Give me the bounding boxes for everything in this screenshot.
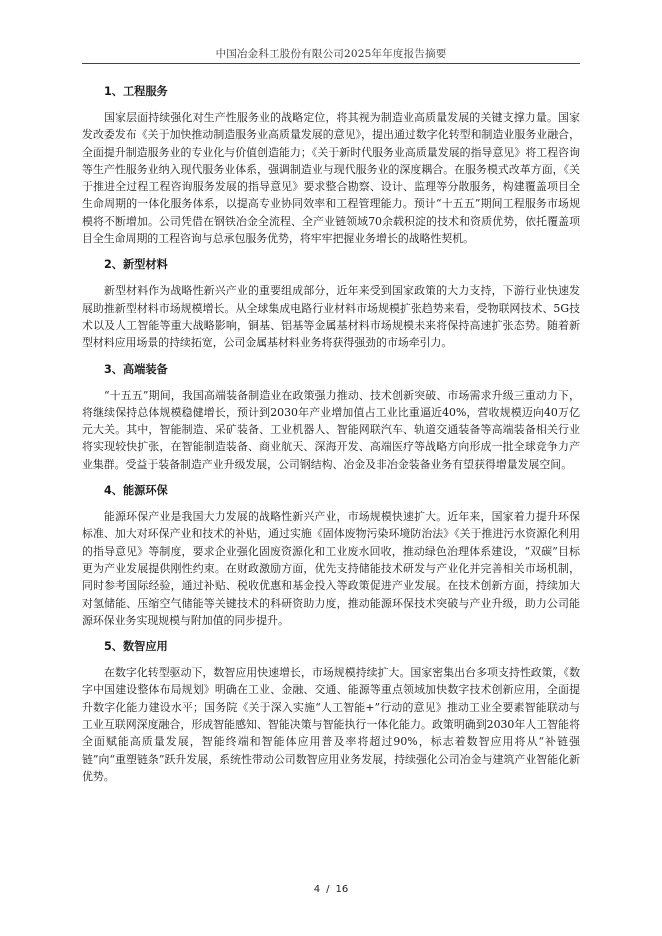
paragraph: 能源环保产业是我国大力发展的战略性新兴产业，市场规模快速扩大。近年来，国家着力提升环保标准、加大对环保产业和技术的补贴，通过实施《固体废物污染环境防治法》《关于推进污水资源化利用的指导意见》等制度，要求企业强化固废资源化和工业废水回收，推动绿色治理体系建设，“双碳”目标更为产业发展提供刚性约束。在财政激励方面，优先支持储能技术研发与产业化并完善相关市场机制，同时参考国际经验，通过补贴、税收优惠和基金投入等政策促进产业发展。在技术创新方面，持续加大对氢储能、压缩空气储能等关键技术的科研资助力度，推动能源环保技术突破与产业升级，助力公司能源环保业务实现规模与附加值的同步提升。 bbox=[82, 510, 580, 627]
running-header: 中国冶金科工股份有限公司2025年年度报告摘要 bbox=[215, 48, 447, 60]
paragraph: 新型材料作为战略性新兴产业的重要组成部分，近年来受到国家政策的大力支持，下游行业快速发展助推新型材料市场规模增长。从全球集成电路行业材料市场规模扩张趋势来看，受物联网技术、5G技术以及人工智能等重大战略影响，铜基、铝基等金属基材料市场规模未来将保持高速扩张态势。随着新型材料应用场景的持续拓宽，公司金属基材料业务将获得强劲的市场牵引力。 bbox=[82, 284, 580, 350]
paragraph: “十五五”期间，我国高端装备制造业在政策强力推动、技术创新突破、市场需求升级三重动力下，将继续保持总体规模稳健增长，预计到2030年产业增加值占工业比重逼近40%，营收规模迈向40万亿元大关。其中，智能制造、采矿装备、工业机器人、智能网联汽车、轨道交通装备等高端装备相关行业将实现较快扩张，在智能制造装备、商业航天、深海开发、高端医疗等战略方向形成一批全球竞争力产业集群。受益于装备制造产业升级发展，公司钢结构、冶金及非冶金装备业务有望获得增量发展空间。 bbox=[82, 388, 580, 471]
total-pages: 16 bbox=[335, 884, 349, 895]
section-new-materials bbox=[82, 257, 580, 351]
document-body bbox=[82, 84, 580, 795]
header-rule bbox=[82, 63, 580, 64]
paragraph: 在数字化转型驱动下，数智应用快速增长，市场规模持续扩大。国家密集出台多项支持性政策，《数字中国建设整体布局规划》明确在工业、金融、交通、能源等重点领域加快数字技术创新应用，全面提升数字化能力建设水平；国务院《关于深入实施“人工智能+”行动的意见》推动工业全要素智能联动与工业互联网深度融合，形成智能感知、智能决策与智能执行一体化能力。政策明确到2030年人工智能将全面赋能高质量发展，智能终端和智能体应用普及率将超过90%，标志着数智应用将从“补链强链”向“重塑链条”跃升发展，系统性带动公司数智应用业务发展，持续强化公司冶金与建筑产业智能化新优势。 bbox=[82, 666, 580, 783]
page-separator: / bbox=[326, 884, 330, 895]
section-digital-intelligence bbox=[82, 639, 580, 785]
current-page: 4 bbox=[313, 884, 321, 895]
section-title: 3、高端装备 bbox=[104, 362, 168, 376]
section-title: 4、能源环保 bbox=[104, 484, 168, 498]
section-energy-environment bbox=[82, 483, 580, 629]
paragraph: 国家层面持续强化对生产性服务业的战略定位，将其视为制造业高质量发展的关键支撑力量。国家发改委发布《关于加快推动制造服务业高质量发展的意见》，提出通过数字化转型和制造业服务业融合，全面提升制造服务业的专业化与价值创造能力；《关于新时代服务业高质量发展的指导意见》将工程咨询等生产性服务业纳入现代服务业体系，强调制造业与现代服务业的深度耦合。在服务模式改革方面，《关于推进全过程工程咨询服务发展的指导意见》要求整合勘察、设计、监理等分散服务，构建覆盖项目全生命周期的一体化服务体系，以提高专业协同效率和工程管理能力。预计“十五五”期间工程服务市场规模将不断增加。公司凭借在钢铁冶金全流程、全产业链领域70余载积淀的技术和资质优势，依托覆盖项目全生命周期的工程咨询与总承包服务优势，将牢牢把握业务增长的战略性契机。 bbox=[82, 111, 580, 246]
section-engineering-services bbox=[82, 84, 580, 247]
section-title: 1、工程服务 bbox=[104, 85, 168, 98]
section-high-end-equipment bbox=[82, 362, 580, 473]
page-number bbox=[0, 884, 662, 895]
section-title: 5、数智应用 bbox=[104, 640, 168, 654]
section-title: 2、新型材料 bbox=[104, 258, 168, 272]
